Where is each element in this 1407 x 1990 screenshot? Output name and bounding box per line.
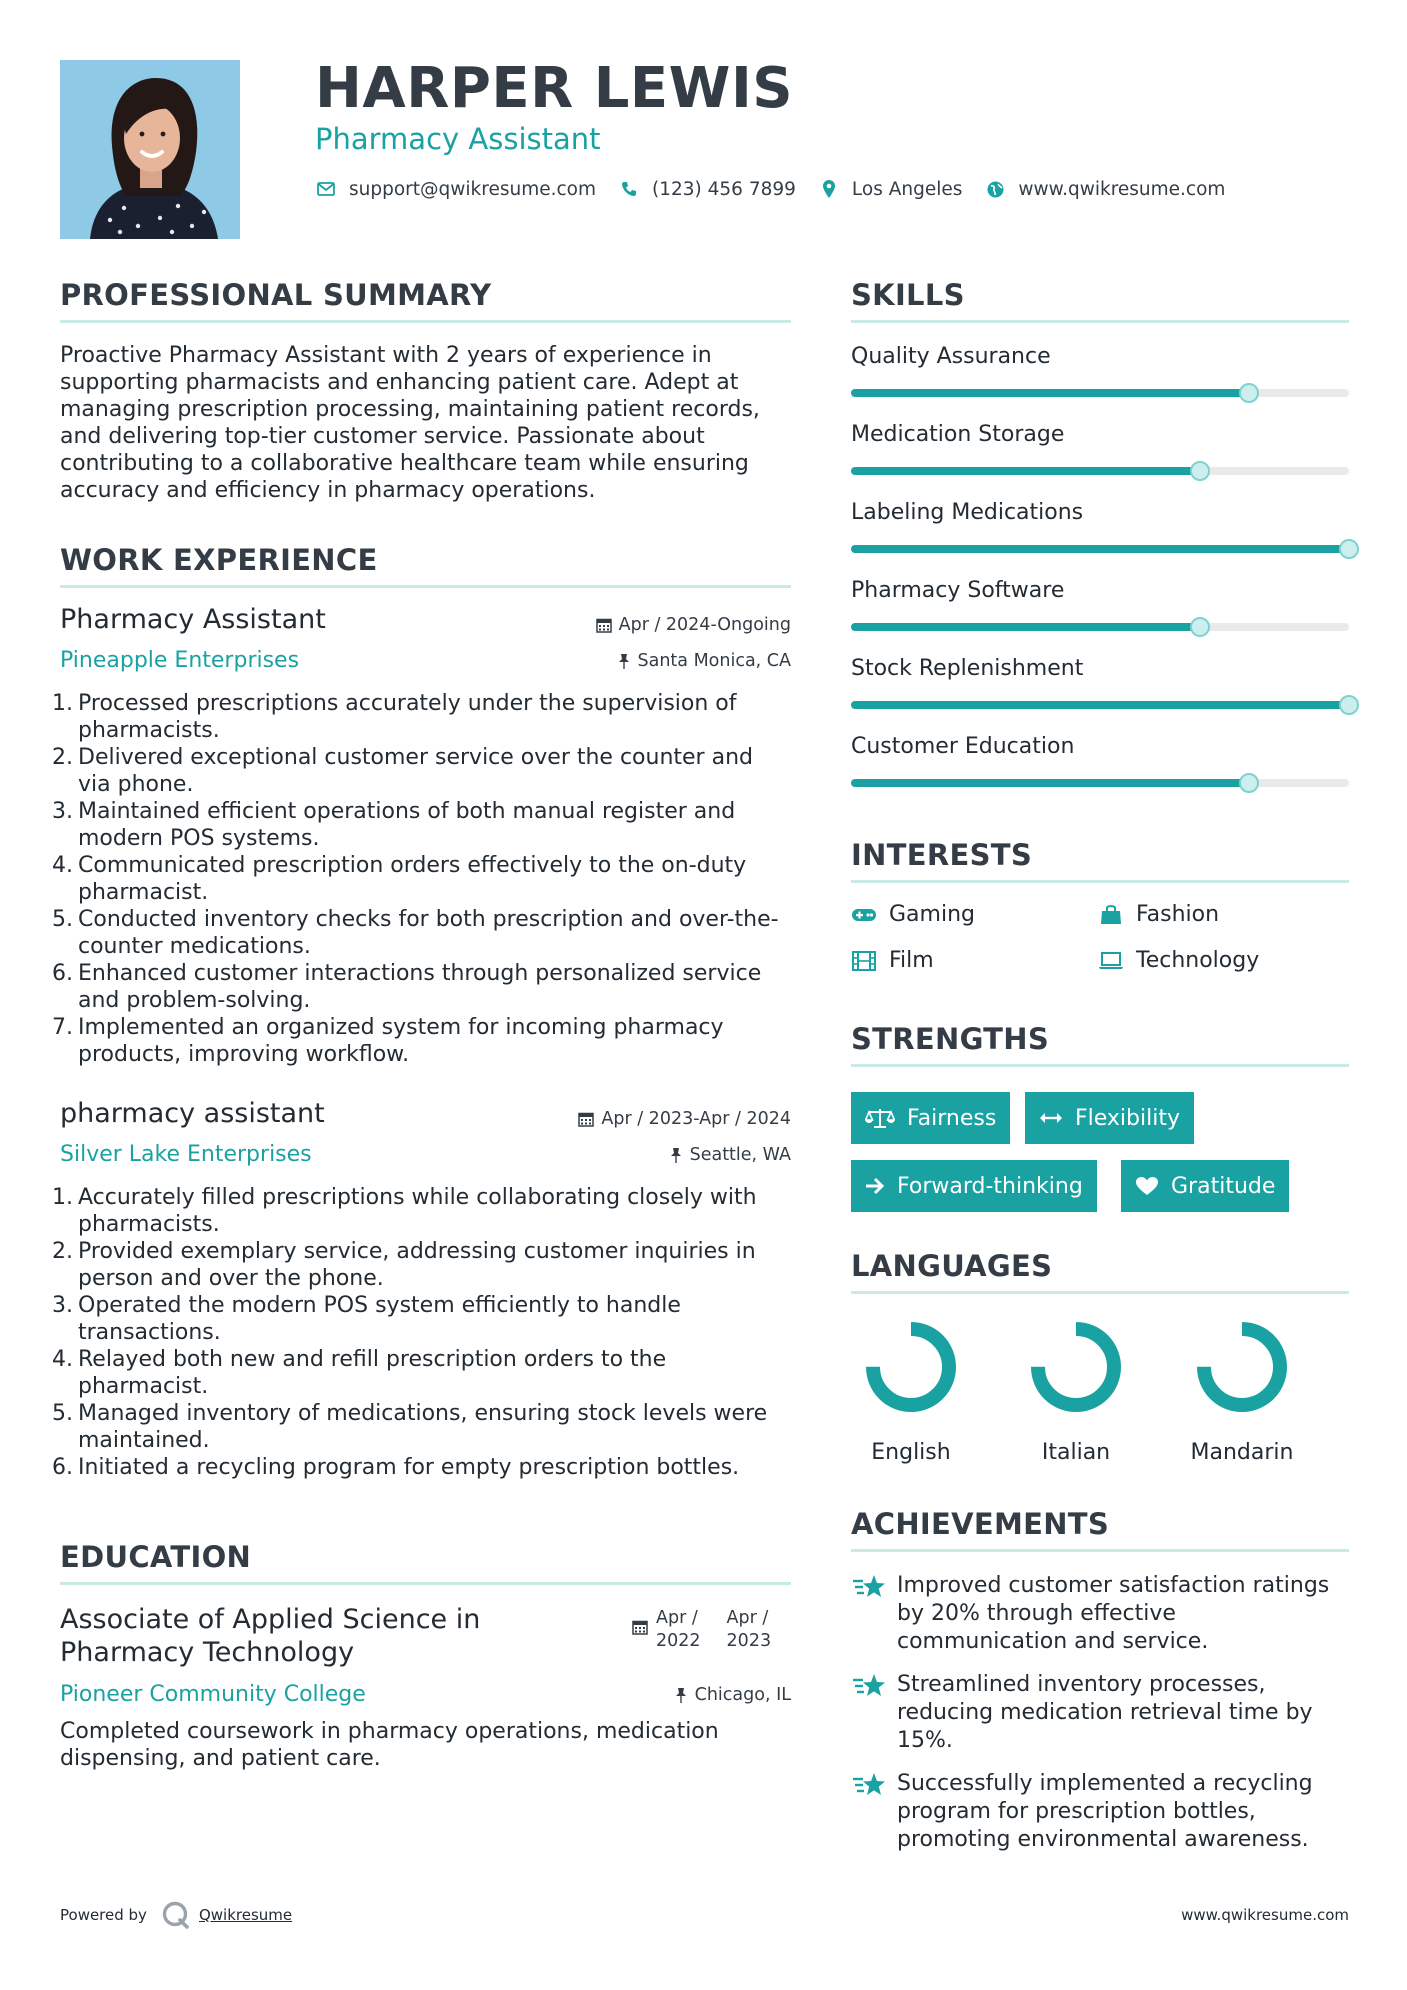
list-item: 1. Accurately filled prescriptions while collaborating closely with pharmacists.: [52, 1185, 757, 1237]
achievement-item: [851, 1671, 1349, 1755]
achievement-text: Streamlined inventory processes, reducing medication retrieval time by 15%.: [897, 1672, 1313, 1753]
skill-label: Customer Education: [851, 734, 1075, 759]
profile-photo: [60, 60, 240, 239]
map-marker-icon: [818, 178, 840, 200]
education-location-text: Chicago, IL: [694, 1685, 791, 1705]
achievement-item: [851, 1770, 1349, 1854]
phone-text: (123) 456 7899: [652, 178, 796, 200]
skill-bar-knob: [1190, 461, 1210, 481]
qwikresume-logo-icon: [161, 1900, 191, 1930]
interest-technology: [1098, 948, 1259, 973]
skills-divider: [851, 320, 1349, 323]
strength-label: Gratitude: [1171, 1173, 1276, 1199]
interests-divider: [851, 880, 1349, 883]
education-dates: [632, 1607, 771, 1653]
list-item: 4. Relayed both new and refill prescription orders to the pharmacist.: [52, 1347, 667, 1399]
list-item: 2. Provided exemplary service, addressing customer inquiries in person and over the phone.: [52, 1239, 756, 1291]
globe-icon: [984, 178, 1006, 200]
strength-fairness: [851, 1092, 1010, 1144]
job-dates: [596, 615, 791, 635]
shooting-star-icon: [851, 1573, 887, 1603]
education-description: Completed coursework in pharmacy operations, medication dispensing, and patient care.: [60, 1719, 719, 1771]
language-label: Mandarin: [1190, 1440, 1294, 1465]
list-item: 4. Communicated prescription orders effectively to the on-duty pharmacist.: [52, 853, 747, 905]
interests-heading: INTERESTS: [851, 838, 1033, 872]
interest-label: Gaming: [889, 902, 975, 927]
calendar-icon: [578, 1111, 594, 1127]
skill-label: Medication Storage: [851, 422, 1065, 447]
shooting-star-icon: [851, 1771, 887, 1801]
job-company: Silver Lake Enterprises: [60, 1142, 312, 1167]
skill-bar: [851, 701, 1349, 709]
skill-label: Quality Assurance: [851, 344, 1051, 369]
contact-website[interactable]: [984, 178, 1225, 200]
strengths-heading: STRENGTHS: [851, 1022, 1050, 1056]
laptop-icon: [1098, 949, 1124, 973]
skill-bar-knob: [1339, 695, 1359, 715]
pushpin-icon: [669, 1147, 683, 1163]
job-dates-text: Apr / 2023-Apr / 2024: [601, 1109, 791, 1129]
language-mandarin: [1182, 1320, 1302, 1465]
skill-bar-knob: [1239, 383, 1259, 403]
interest-label: Technology: [1136, 948, 1260, 973]
skill-bar: [851, 623, 1349, 631]
footer-powered-by: [60, 1900, 292, 1930]
list-item: 3. Maintained efficient operations of both manual register and modern POS systems.: [52, 799, 736, 851]
work-heading: WORK EXPERIENCE: [60, 543, 378, 577]
skill-bar-knob: [1190, 617, 1210, 637]
achievement-text: Improved customer satisfaction ratings by 20% through effective communication and service.: [897, 1573, 1330, 1654]
candidate-name: HARPER LEWIS: [315, 56, 794, 121]
envelope-icon: [315, 178, 337, 200]
job-responsibilities: [52, 1184, 791, 1481]
skill-label: Pharmacy Software: [851, 578, 1065, 603]
education-start: Apr / 2022: [656, 1608, 701, 1651]
interest-label: Fashion: [1136, 902, 1220, 927]
pushpin-icon: [617, 653, 631, 669]
list-item: 6. Enhanced customer interactions through personalized service and problem-solving.: [52, 961, 762, 1013]
education-heading: EDUCATION: [60, 1540, 252, 1574]
skill-bar-fill: [851, 545, 1349, 553]
education-end: Apr / 2023: [726, 1608, 772, 1651]
language-label: Italian: [1041, 1440, 1111, 1465]
strength-label: Fairness: [907, 1105, 997, 1131]
powered-by-text: Powered by: [60, 1906, 147, 1924]
pushpin-icon: [674, 1687, 688, 1703]
job-location-text: Santa Monica, CA: [637, 651, 791, 671]
interest-gaming: [851, 902, 975, 927]
shopping-bag-icon: [1098, 903, 1124, 927]
list-item: 6. Initiated a recycling program for empty prescription bottles.: [52, 1455, 740, 1480]
arrow-right-icon: [865, 1177, 885, 1195]
job-responsibilities: [52, 690, 791, 1068]
skill-bar-fill: [851, 623, 1200, 631]
job-location-text: Seattle, WA: [689, 1145, 791, 1165]
calendar-icon: [596, 617, 612, 633]
contact-email[interactable]: [315, 178, 596, 200]
education-divider: [60, 1582, 791, 1585]
strengths-divider: [851, 1064, 1349, 1067]
shooting-star-icon: [851, 1672, 887, 1702]
job-location: [669, 1145, 791, 1165]
language-label: English: [871, 1440, 951, 1465]
list-item: 1. Processed prescriptions accurately under the supervision of pharmacists.: [52, 691, 737, 743]
job-dates: [578, 1109, 791, 1129]
strength-forward-thinking: [851, 1160, 1097, 1212]
list-item: 2. Delivered exceptional customer service over the counter and via phone.: [52, 745, 753, 797]
skill-label: Stock Replenishment: [851, 656, 1084, 681]
achievements-heading: ACHIEVEMENTS: [851, 1507, 1110, 1541]
interest-fashion: [1098, 902, 1219, 927]
skill-bar-fill: [851, 701, 1349, 709]
education-location: [674, 1685, 791, 1705]
website-text: www.qwikresume.com: [1018, 178, 1226, 200]
education-degree: Associate of Applied Science in Pharmacy Technology: [60, 1604, 481, 1668]
skill-bar-knob: [1239, 773, 1259, 793]
calendar-icon: [632, 1619, 648, 1635]
film-icon: [851, 949, 877, 973]
contact-phone[interactable]: [618, 178, 796, 200]
job-title: Pharmacy Assistant: [60, 604, 326, 635]
strength-label: Flexibility: [1075, 1105, 1180, 1131]
languages-divider: [851, 1291, 1349, 1294]
interest-label: Film: [889, 948, 934, 973]
languages-heading: LANGUAGES: [851, 1249, 1053, 1283]
job-company: Pineapple Enterprises: [60, 648, 300, 673]
contact-bar: [315, 178, 1247, 200]
job-dates-text: Apr / 2024-Ongoing: [618, 615, 791, 635]
skill-bar-fill: [851, 467, 1200, 475]
balance-scale-icon: [865, 1107, 895, 1129]
strength-gratitude: [1121, 1160, 1289, 1212]
language-level-ring: [864, 1320, 958, 1414]
skill-bar-fill: [851, 779, 1249, 787]
strength-label: Forward-thinking: [897, 1173, 1083, 1199]
language-level-ring: [1029, 1320, 1123, 1414]
interest-film: [851, 948, 934, 973]
skill-bar: [851, 389, 1349, 397]
footer-website[interactable]: www.qwikresume.com: [1181, 1906, 1349, 1924]
achievements-divider: [851, 1549, 1349, 1552]
skill-bar: [851, 467, 1349, 475]
skill-label: Labeling Medications: [851, 500, 1084, 525]
summary-heading: PROFESSIONAL SUMMARY: [60, 278, 492, 312]
job-title: pharmacy assistant: [60, 1098, 325, 1129]
list-item: 3. Operated the modern POS system efficiently to handle transactions.: [52, 1293, 681, 1345]
achievement-item: [851, 1572, 1349, 1656]
job-location: [617, 651, 792, 671]
language-italian: [1016, 1320, 1136, 1465]
language-level-ring: [1195, 1320, 1289, 1414]
achievement-text: Successfully implemented a recycling program for prescription bottles, promoting environmental awareness.: [897, 1771, 1313, 1852]
heart-icon: [1135, 1176, 1159, 1196]
skill-bar-fill: [851, 389, 1249, 397]
education-school: Pioneer Community College: [60, 1682, 366, 1707]
phone-icon: [618, 178, 640, 200]
list-item: 5. Conducted inventory checks for both prescription and over-the-counter medications.: [52, 907, 779, 959]
strength-flexibility: [1025, 1092, 1194, 1144]
arrows-horizontal-icon: [1039, 1111, 1063, 1125]
skills-heading: SKILLS: [851, 278, 965, 312]
skill-bar-knob: [1339, 539, 1359, 559]
skill-bar: [851, 545, 1349, 553]
contact-location: [818, 178, 963, 200]
list-item: 5. Managed inventory of medications, ensuring stock levels were maintained.: [52, 1401, 768, 1453]
skill-bar: [851, 779, 1349, 787]
list-item: 7. Implemented an organized system for incoming pharmacy products, improving workflow.: [52, 1015, 724, 1067]
summary-text: Proactive Pharmacy Assistant with 2 years of experience in supporting pharmacists and enhancing patient care. Adept at managing prescription processing, maintaining patient records, and delivering top-tier customer service. Passionate about contributing to a collaborative healthcare team while ensuring accuracy and efficiency in pharmacy operations.: [60, 343, 760, 503]
gamepad-icon: [851, 903, 877, 927]
summary-divider: [60, 320, 791, 323]
work-divider: [60, 585, 791, 588]
email-text: support@qwikresume.com: [349, 178, 596, 200]
candidate-role: Pharmacy Assistant: [315, 122, 601, 156]
language-english: [851, 1320, 971, 1465]
location-text: Los Angeles: [851, 178, 963, 200]
qwikresume-link[interactable]: Qwikresume: [198, 1906, 293, 1924]
